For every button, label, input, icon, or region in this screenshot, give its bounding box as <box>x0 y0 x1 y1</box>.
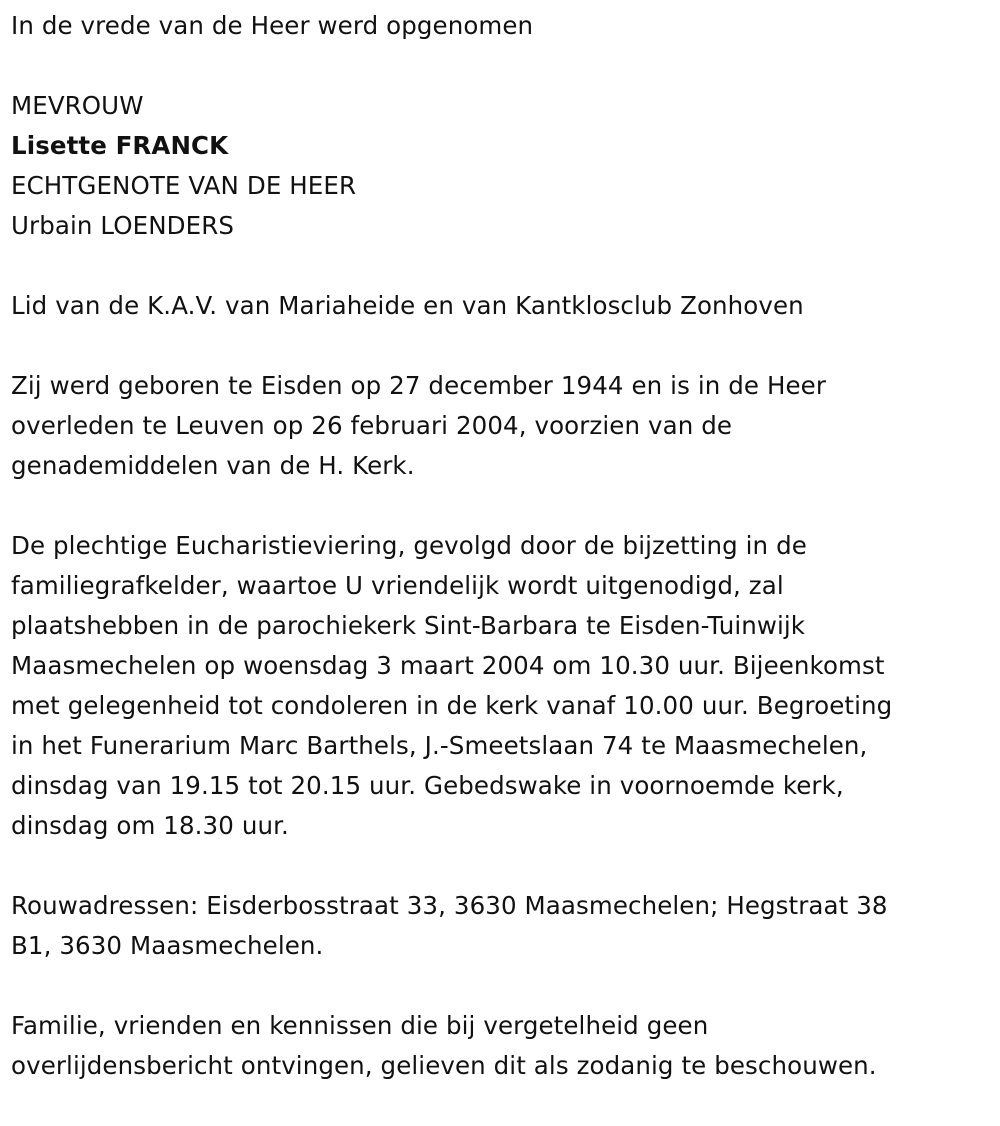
text-line: De plechtige Eucharistieviering, gevolgd door de bijzetting in de <box>11 531 807 560</box>
intro-line: In de vrede van de Heer werd opgenomen <box>11 11 534 40</box>
text-line: dinsdag om 18.30 uur. <box>11 811 289 840</box>
spacer <box>11 966 986 1006</box>
ceremony-paragraph <box>11 526 986 846</box>
spacer <box>11 326 986 366</box>
spouse-name: Urbain LOENDERS <box>11 211 234 240</box>
text-line: in het Funerarium Marc Barthels, J.-Smeetslaan 74 te Maasmechelen, <box>11 731 868 760</box>
birth-death-paragraph <box>11 366 986 486</box>
addresses-paragraph <box>11 886 986 966</box>
text-line: met gelegenheid tot condoleren in de kerk vanaf 10.00 uur. Begroeting <box>11 691 893 720</box>
obituary-notice <box>11 6 986 1086</box>
membership-line: Lid van de K.A.V. van Mariaheide en van Kantklosclub Zonhoven <box>11 291 804 320</box>
text-line: overlijdensbericht ontvingen, gelieven dit als zodanig te beschouwen. <box>11 1051 877 1080</box>
text-line: Rouwadressen: Eisderbosstraat 33, 3630 Maasmechelen; Hegstraat 38 <box>11 891 888 920</box>
text-line: familiegrafkelder, waartoe U vriendelijk wordt uitgenodigd, zal <box>11 571 784 600</box>
closing-paragraph <box>11 1006 986 1086</box>
text-line: Familie, vrienden en kennissen die bij vergetelheid geen <box>11 1011 709 1040</box>
relation-line: ECHTGENOTE VAN DE HEER <box>11 171 357 200</box>
text-line: dinsdag van 19.15 tot 20.15 uur. Gebedswake in voornoemde kerk, <box>11 771 844 800</box>
salutation: MEVROUW <box>11 91 144 120</box>
spacer <box>11 846 986 886</box>
text-line: B1, 3630 Maasmechelen. <box>11 931 324 960</box>
text-line: genademiddelen van de H. Kerk. <box>11 451 415 480</box>
spacer <box>11 46 986 86</box>
text-line: plaatshebben in de parochiekerk Sint-Barbara te Eisden-Tuinwijk <box>11 611 806 640</box>
spacer <box>11 246 986 286</box>
text-line: Zij werd geboren te Eisden op 27 december 1944 en is in de Heer <box>11 371 827 400</box>
text-line: overleden te Leuven op 26 februari 2004, voorzien van de <box>11 411 733 440</box>
text-line: Maasmechelen op woensdag 3 maart 2004 om 10.30 uur. Bijeenkomst <box>11 651 885 680</box>
deceased-name: Lisette FRANCK <box>11 131 229 160</box>
spacer <box>11 486 986 526</box>
